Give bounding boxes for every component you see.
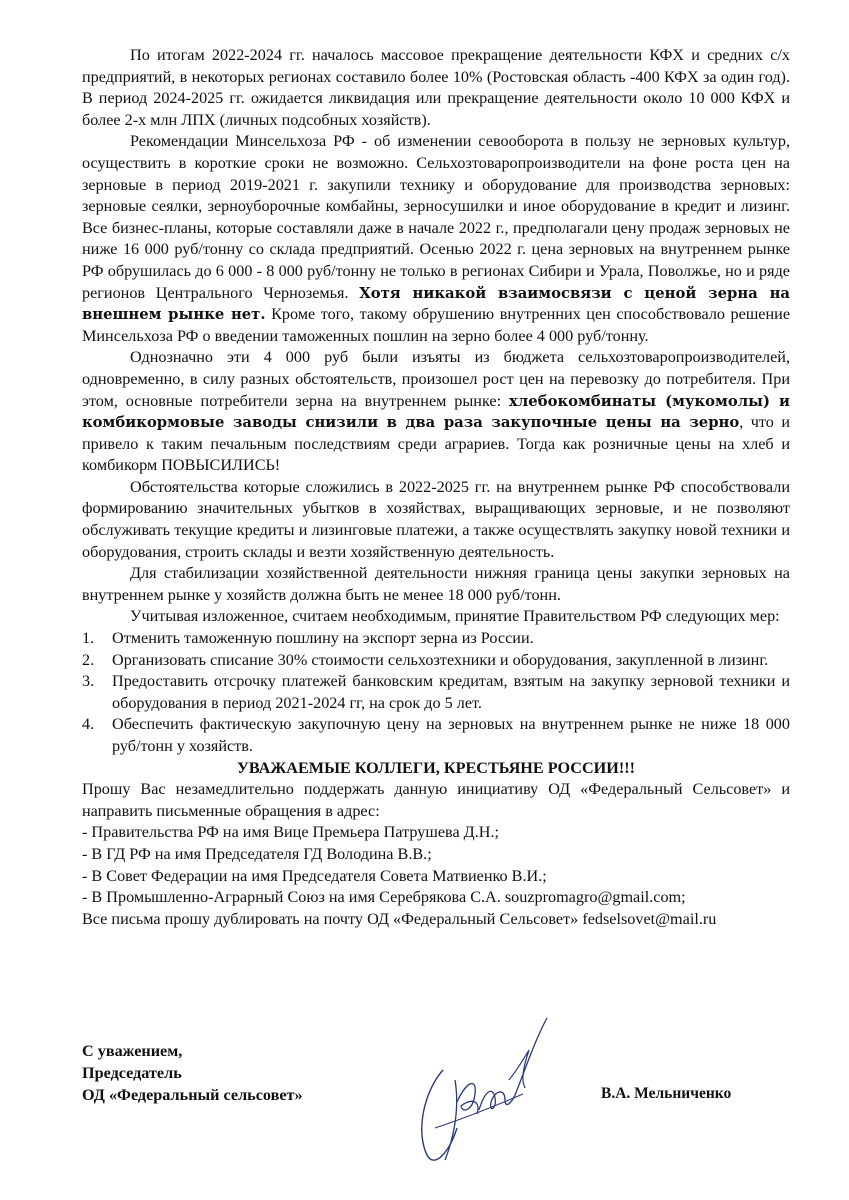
paragraph-ministry-bold: Хотя никакой взаимосвязи с ценой зерна на внешнем рынке нет. <box>82 284 791 324</box>
regards-line: С уважением, <box>82 1042 183 1060</box>
addressee-list <box>82 822 790 908</box>
letter-body <box>82 45 790 930</box>
paragraph-measures-intro: Учитывая изложенное, считаем необходимым, принятие Правительством РФ следующих мер: <box>130 607 780 626</box>
list-item-number: 2. <box>82 650 95 669</box>
position-line: Председатель <box>82 1064 182 1082</box>
signer-name: В.А. Мельниченко <box>601 1085 732 1102</box>
appeal-heading: УВАЖАЕМЫЕ КОЛЛЕГИ, КРЕСТЬЯНЕ РОССИИ!!! <box>236 758 636 777</box>
paragraph-price-bold: хлебокомбинаты (мукомолы) и комбикормовые заводы снизили в два раза закупочные цены на зерно <box>82 392 791 432</box>
paragraph-ministry-text-a: Рекомендации Минсельхоза РФ - об изменении севооборота в пользу не зерновых культур, осуществить в короткие сроки не возможно. Сельхозтоваропроизводители на фоне роста цен на зерновые в период 2019-2021 г. закупили технику и оборудование для производства зерновых: зерновые сеялки, зерноуборочные комбайны, зерносушилки и иное оборудование в кредит и лизинг. Все бизнес-планы, которые составляли даже в начале 2022 г., предполагали цену продаж зерновых не ниже 16 000 руб/тонну со склада предприятий. Осенью 2022 г. цена зерновых на внутреннем рынке РФ обрушилась до 6 000 - 8 000 руб/тонну не только в регионах Сибири и Урала, Поволжье, но и ряде регионов Центрального Черноземья. <box>82 132 790 302</box>
list-item-text: Предоставить отсрочку платежей банковским кредитам, взятым на закупку зерновой техники и оборудования в период 2021-2024 гг, на срок до 5 лет. <box>112 672 790 712</box>
list-item-text: Отменить таможенную пошлину на экспорт зерна из России. <box>112 629 534 648</box>
list-item-text: Обеспечить фактическую закупочную цену на зерновых на внутреннем рынке не ниже 18 000 руб/тонн у хозяйств. <box>112 715 790 755</box>
addressee-item: - Правительства РФ на имя Вице Премьера Патрушева Д.Н.; <box>82 823 500 842</box>
paragraph-price-text-a: Однозначно эти 4 000 руб были изъяты из бюджета сельхозтоваропроизводителей, одновременно, в силу разных обстоятельств, произошел рост цен на перевозку до потребителя. При этом, основные потребители зерна на внутреннем рынке: <box>82 348 790 410</box>
list-item-text: Организовать списание 30% стоимости сельхозтехники и оборудования, закупленной в лизинг. <box>112 650 769 669</box>
paragraph-stabilization: Для стабилизации хозяйственной деятельности нижняя граница цены закупки зерновых на внутреннем рынке у хозяйств должна быть не менее 18 000 руб/тонн. <box>82 564 790 604</box>
paragraph-ministry-recommendations <box>82 131 790 347</box>
paragraph-circumstances: Обстоятельства которые сложились в 2022-2025 гг. на внутреннем рынке РФ способствовали формированию значительных убытков в хозяйствах, выращивающих зерновые, и не позволяют обслуживать текущие кредиты и лизинговые платежи, а также осуществлять закупку новой техники и оборудования, строить склады и везти хозяйственную деятельность. <box>82 477 790 561</box>
addressee-item: - В ГД РФ на имя Председателя ГД Володина В.В.; <box>82 844 432 863</box>
addressee-item: - В Промышленно-Аграрный Союз на имя Серебрякова С.А. souzpromagro@gmail.com; <box>82 888 686 907</box>
paragraph-price-drop <box>82 347 790 477</box>
list-item <box>82 714 790 757</box>
appeal-closing: Все письма прошу дублировать на почту ОД «Федеральный Сельсовет» fedselsovet@mail.ru <box>82 909 717 928</box>
list-item-number: 4. <box>82 715 95 734</box>
paragraph-ministry-text-b: Кроме того, такому обрушению внутренних цен способствовало решение Минсельхоза РФ о введении таможенных пошлин на зерно более 4 000 руб/тонну. <box>82 305 791 345</box>
measures-list <box>82 628 790 758</box>
list-item <box>82 628 790 650</box>
paragraph-price-text-b: , что и привело к таким печальным последствиям среди аграриев. Тогда как розничные цены на хлеб и комбикорм ПОВЫСИЛИСЬ! <box>82 413 791 475</box>
appeal-intro: Прошу Вас незамедлительно поддержать данную инициативу ОД «Федеральный Сельсовет» и направить письменные обращения в адрес: <box>82 780 790 820</box>
list-item-number: 3. <box>82 672 95 691</box>
handwritten-signature <box>405 1010 565 1180</box>
signature-block <box>82 1040 303 1106</box>
list-item-number: 1. <box>82 629 95 648</box>
addressee-item: - В Совет Федерации на имя Председателя Совета Матвиенко В.И.; <box>82 866 547 885</box>
paragraph-liquidation: По итогам 2022-2024 гг. началось массовое прекращение деятельности КФХ и средних с/х предприятий, в некоторых регионах составило более 10% (Ростовская область -400 КФХ за один год). В период 2024-2025 гг. ожидается ликвидация или прекращение деятельности около 10 000 КФХ и более 2-х млн ЛПХ (личных подсобных хозяйств). <box>82 46 790 129</box>
organization-line: ОД «Федеральный сельсовет» <box>82 1086 303 1104</box>
list-item <box>82 650 790 672</box>
list-item <box>82 671 790 714</box>
